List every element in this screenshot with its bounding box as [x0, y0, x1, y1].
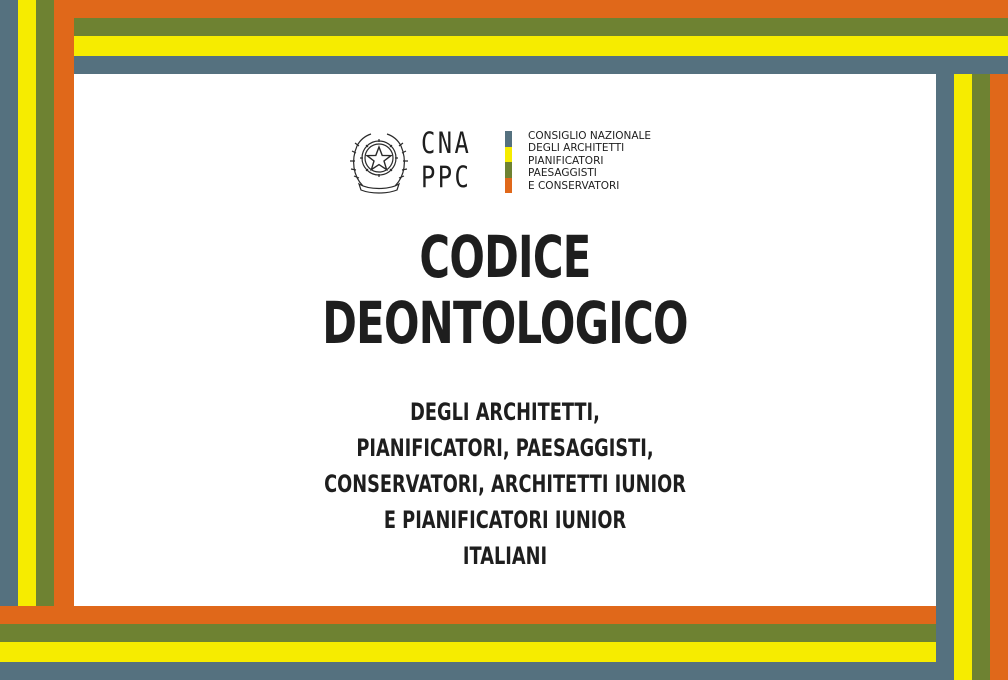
org-line: PIANIFICATORI	[528, 154, 604, 167]
org-line: E CONSERVATORI	[528, 179, 620, 192]
italian-republic-emblem-icon	[349, 128, 409, 194]
cnappc-logo	[349, 126, 669, 198]
acronym	[421, 126, 487, 194]
frame-right-yellow	[954, 74, 972, 680]
org-line: PAESAGGISTI	[528, 167, 597, 180]
org-line: DEGLI ARCHITETTI	[528, 142, 625, 155]
acronym-line1: CNA	[421, 126, 472, 160]
frame-bottom-yellow	[0, 642, 936, 662]
logo-bar-yellow	[505, 147, 512, 163]
frame-bottom-blue	[0, 662, 936, 680]
subtitle-line: E PIANIFICATORI IUNIOR	[383, 506, 627, 534]
frame-left-green	[36, 0, 54, 606]
frame-top-yellow	[74, 36, 1008, 56]
org-line: CONSIGLIO NAZIONALE	[528, 130, 652, 142]
subtitle-line: ITALIANI	[462, 542, 548, 570]
title-line2: DEONTOLOGICO	[322, 289, 688, 357]
document-title	[195, 224, 816, 356]
frame-top-blue	[74, 56, 1008, 74]
document-subtitle	[186, 394, 824, 574]
frame-bottom-orange	[0, 606, 936, 624]
organization-name	[528, 130, 651, 192]
frame-top-orange	[74, 0, 1008, 18]
frame-bottom-green	[0, 624, 936, 642]
title-line1: CODICE	[419, 223, 591, 291]
frame-right-blue	[936, 74, 954, 680]
frame-right-orange	[990, 74, 1008, 680]
logo-bar-orange	[505, 178, 512, 194]
frame-right-green	[972, 74, 990, 680]
subtitle-line: DEGLI ARCHITETTI,	[410, 398, 600, 426]
acronym-line2: PPC	[421, 160, 472, 194]
frame-left-yellow	[18, 0, 36, 606]
frame-top-green	[74, 18, 1008, 36]
cover-panel	[74, 74, 936, 606]
subtitle-line: CONSERVATORI, ARCHITETTI IUNIOR	[324, 470, 686, 498]
logo-bar-blue	[505, 131, 512, 147]
frame-left-orange	[54, 0, 74, 606]
frame-left-blue	[0, 0, 18, 606]
logo-bar-green	[505, 162, 512, 178]
subtitle-line: PIANIFICATORI, PAESAGGISTI,	[356, 434, 654, 462]
logo-color-bars	[505, 131, 512, 193]
